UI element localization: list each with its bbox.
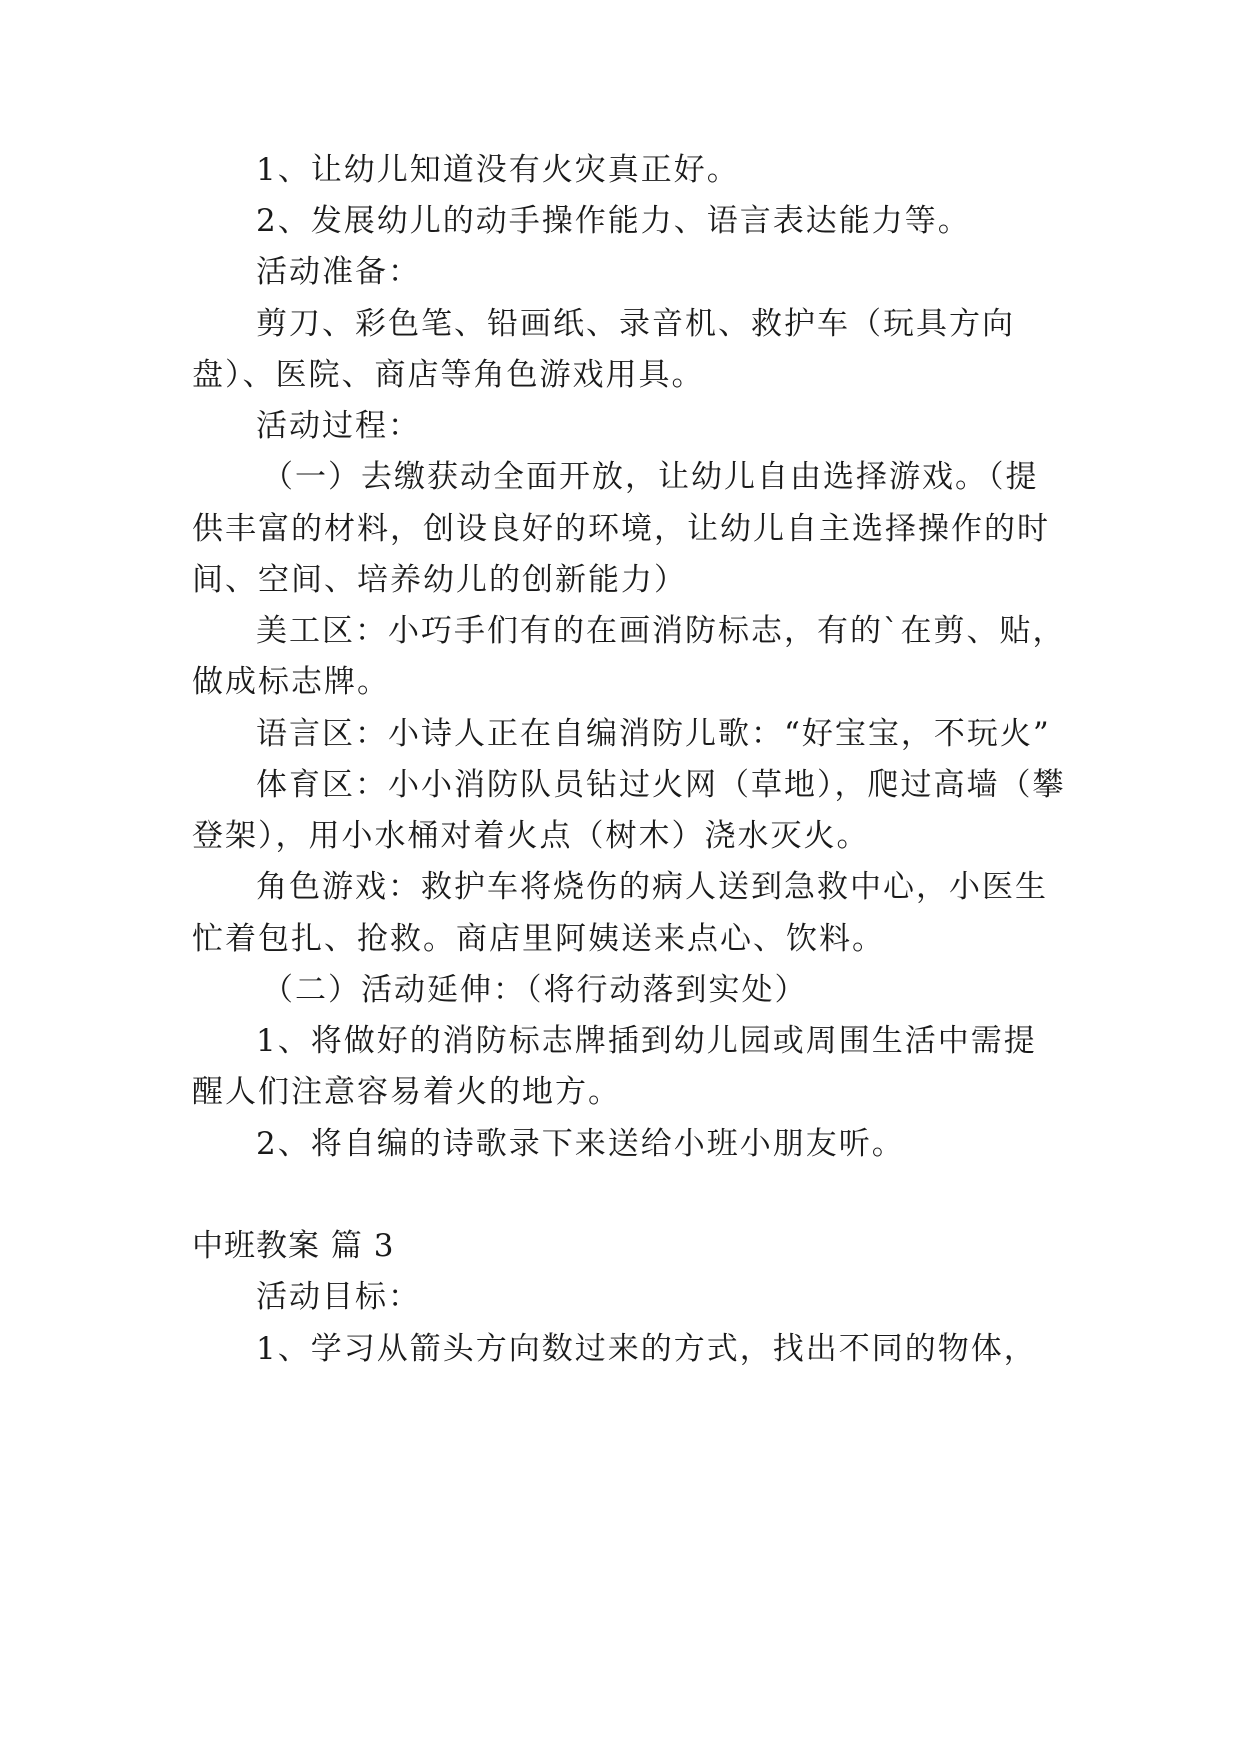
art-area-line-1: 美工区：小巧手们有的在画消防标志，有的`在剪、贴， (256, 613, 1066, 649)
art-area-line-2: 做成标志牌。 (192, 664, 390, 700)
sports-area-line-2: 登架），用小水桶对着火点（树木）浇水灭火。 (192, 818, 870, 854)
goal-item-2: 2、发展幼儿的动手操作能力、语言表达能力等。 (256, 203, 971, 239)
process-step-1-line-2: 供丰富的材料，创设良好的环境，让幼儿自主选择操作的时 (192, 511, 1050, 547)
section-heading-preparation: 活动准备： (256, 254, 421, 290)
extension-item-1-line-2: 醒人们注意容易着火的地方。 (192, 1074, 621, 1110)
goal-3-item-1: 1、学习从箭头方向数过来的方式，找出不同的物体， (256, 1331, 1037, 1367)
lesson-title: 中班教案 篇 3 (192, 1228, 395, 1264)
sports-area-line-1: 体育区：小小消防队员钻过火网（草地），爬过高墙（攀 (256, 767, 1066, 803)
preparation-text-line-2: 盘）、医院、商店等角色游戏用具。 (192, 357, 705, 393)
role-play-line-2: 忙着包扎、抢救。商店里阿姨送来点心、饮料。 (192, 921, 885, 957)
process-step-1-line-1: （一）去缴获动全面开放，让幼儿自由选择游戏。（提 (262, 459, 1039, 495)
process-step-1-line-3: 间、空间、培养幼儿的创新能力） (192, 562, 687, 598)
preparation-text-line-1: 剪刀、彩色笔、铅画纸、录音机、救护车（玩具方向 (256, 306, 1015, 342)
section-heading-goals: 活动目标： (256, 1279, 421, 1315)
section-heading-process: 活动过程： (256, 408, 421, 444)
process-step-2-heading: （二）活动延伸：（将行动落到实处） (262, 972, 808, 1008)
goal-item-1: 1、让幼儿知道没有火灾真正好。 (256, 152, 740, 188)
extension-item-1-line-1: 1、将做好的消防标志牌插到幼儿园或周围生活中需提 (256, 1023, 1037, 1059)
role-play-line-1: 角色游戏：救护车将烧伤的病人送到急救中心，小医生 (256, 869, 1048, 905)
language-area-line: 语言区：小诗人正在自编消防儿歌：“好宝宝，不玩火” (256, 716, 1051, 752)
extension-item-2: 2、将自编的诗歌录下来送给小班小朋友听。 (256, 1126, 905, 1162)
